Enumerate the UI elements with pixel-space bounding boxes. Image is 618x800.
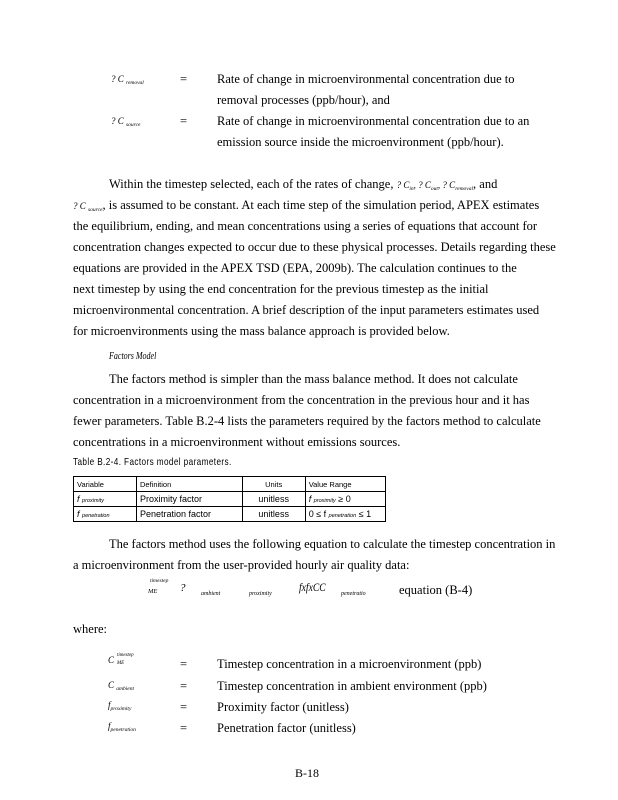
paragraph-line: ? C $_{source}$, is assumed to be constant. At each time step of the simulation period, APEX estimates — [73, 198, 540, 213]
symbol-c-me: C — [108, 655, 115, 665]
definition-text: Rate of change in microenvironmental concentration due to an — [217, 114, 530, 128]
definition-text: emission source inside the microenvironment (ppb/hour). — [217, 135, 504, 149]
symbol-sub: ME — [117, 661, 125, 666]
definition-text: Proximity factor (unitless) — [217, 700, 349, 714]
equals-sign: = — [180, 700, 188, 714]
paragraph-line: the equilibrium, ending, and mean concentrations using a series of equations that account for — [73, 219, 538, 233]
column-header: Units — [242, 477, 305, 492]
symbol-f-proximity: $f_{proximity}$ — [108, 700, 132, 712]
symbol-f-penetration: $f_{penetration}$ — [108, 721, 136, 733]
table-cell: unitless — [242, 507, 305, 522]
removal-symbol: ? C $_{removal}$ — [111, 74, 144, 86]
definition-text: Rate of change in microenvironmental concentration due to — [217, 72, 515, 86]
column-header: Variable — [74, 477, 137, 492]
paragraph-line: fewer parameters. Table B.2-4 lists the parameters required by the factors method to calculate — [73, 414, 541, 428]
column-header: Definition — [137, 477, 243, 492]
equation-sub-penetration: penetratio — [341, 591, 366, 597]
paragraph-line: concentrations in a microenvironment without emissions sources. — [73, 435, 401, 449]
table-cell: 0 ≤ f penetration ≤ 1 — [305, 507, 385, 522]
equation-operator: ? — [180, 582, 186, 594]
table-row — [74, 507, 386, 522]
equation-sub-proximity: proximity — [249, 591, 272, 597]
paragraph-line: Within the timestep selected, each of the rates of change, ? $C_{in}$, ? $C_{out}$, ? $C_{removal}$, and — [109, 177, 498, 192]
definition-text: Timestep concentration in a microenvironment (ppb) — [217, 657, 482, 671]
where-label: where: — [73, 622, 108, 636]
equation-label: equation (B-4) — [399, 583, 473, 597]
equals-sign: = — [180, 657, 188, 671]
equals-sign: = — [180, 72, 188, 86]
table-cell: f proximity — [74, 492, 137, 507]
paragraph-line: The factors method is simpler than the mass balance method. It does not calculate — [109, 372, 518, 386]
parameters-table — [73, 476, 386, 522]
paragraph-line: microenvironmental concentration. A brief description of the input parameters estimates used — [73, 303, 540, 317]
paragraph-line: equations are provided in the APEX TSD (EPA, 2009b). The calculation continues to the — [73, 261, 517, 275]
equals-sign: = — [180, 679, 188, 693]
equation-lhs-sub: ME — [148, 588, 158, 595]
paragraph-line: concentration in a microenvironment from the concentration in the previous hour and it has — [73, 393, 530, 407]
equals-sign: = — [180, 721, 188, 735]
page-number: B-18 — [295, 766, 319, 780]
paragraph-line: The factors method uses the following equation to calculate the timestep concentration in — [109, 537, 556, 551]
symbol-c-ambient: C $_{ambient}$ — [108, 680, 134, 692]
equation-sub-ambient: ambient — [201, 591, 221, 597]
table-cell: f proximity ≥ 0 — [305, 492, 385, 507]
equation-lhs-sup: timestep — [150, 578, 169, 584]
paragraph-line: a microenvironment from the user-provided hourly air quality data: — [73, 558, 410, 572]
table-cell: Penetration factor — [137, 507, 243, 522]
table-cell: f penetration — [74, 507, 137, 522]
table-header-row — [74, 477, 386, 492]
table-title: Table B.2-4. Factors model parameters. — [73, 456, 232, 468]
table-cell: Proximity factor — [137, 492, 243, 507]
definition-text: Timestep concentration in ambient environment (ppb) — [217, 679, 487, 693]
paragraph-line: for microenvironments using the mass balance approach is provided below. — [73, 324, 450, 338]
column-header: Value Range — [305, 477, 385, 492]
definition-text: removal processes (ppb/hour), and — [217, 93, 390, 107]
equation-main: fxfxCC — [299, 580, 326, 594]
symbol-sup: timestep — [117, 653, 134, 658]
table-row — [74, 492, 386, 507]
equals-sign: = — [180, 114, 188, 128]
paragraph-line: next timestep by using the end concentration for the previous timestep as the initial — [73, 282, 489, 296]
source-symbol: ? C $_{source}$ — [111, 116, 141, 128]
section-heading: Factors Model — [109, 351, 157, 362]
table-cell: unitless — [242, 492, 305, 507]
paragraph-line: concentration changes expected to occur due to these physical processes. Details regarding these — [73, 240, 556, 254]
definition-text: Penetration factor (unitless) — [217, 721, 356, 735]
